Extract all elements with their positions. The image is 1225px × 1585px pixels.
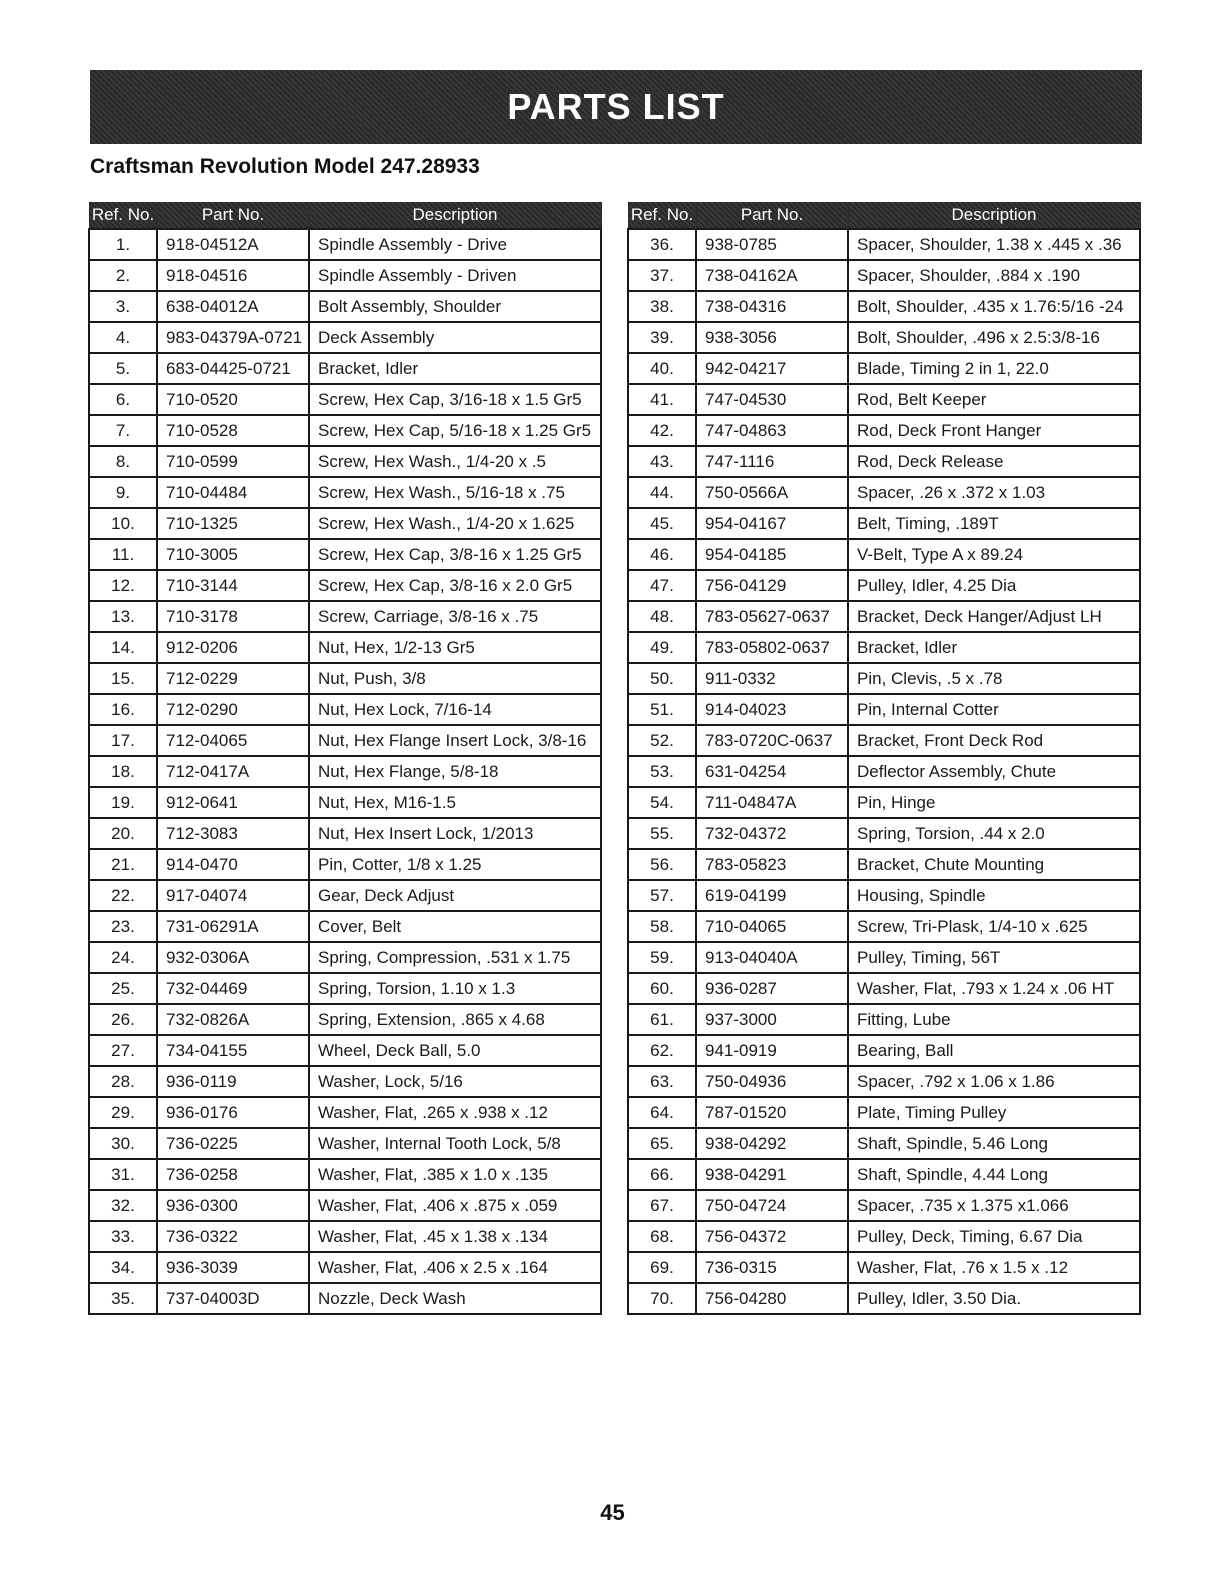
ref-no-cell: 58. xyxy=(628,911,696,942)
table-row xyxy=(628,694,1140,725)
part-no-cell: 783-05627-0637 xyxy=(696,601,848,632)
ref-no-cell: 59. xyxy=(628,942,696,973)
ref-no-cell: 69. xyxy=(628,1252,696,1283)
ref-no-cell: 20. xyxy=(89,818,157,849)
part-no-cell: 941-0919 xyxy=(696,1035,848,1066)
table-row xyxy=(628,1097,1140,1128)
part-no-cell: 712-0417A xyxy=(157,756,309,787)
ref-no-cell: 31. xyxy=(89,1159,157,1190)
part-no-cell: 936-0300 xyxy=(157,1190,309,1221)
page-number: 45 xyxy=(600,1500,625,1525)
ref-no-cell: 43. xyxy=(628,446,696,477)
part-no-cell: 750-04724 xyxy=(696,1190,848,1221)
table-row xyxy=(89,818,601,849)
description-cell: Pulley, Deck, Timing, 6.67 Dia xyxy=(848,1221,1140,1252)
ref-no-cell: 50. xyxy=(628,663,696,694)
part-no-cell: 683-04425-0721 xyxy=(157,353,309,384)
description-cell: Screw, Hex Cap, 3/8-16 x 2.0 Gr5 xyxy=(309,570,601,601)
ref-no-cell: 53. xyxy=(628,756,696,787)
description-cell: Rod, Deck Release xyxy=(848,446,1140,477)
ref-no-cell: 3. xyxy=(89,291,157,322)
ref-no-cell: 49. xyxy=(628,632,696,663)
ref-no-cell: 23. xyxy=(89,911,157,942)
ref-no-cell: 42. xyxy=(628,415,696,446)
part-no-cell: 747-04863 xyxy=(696,415,848,446)
table-row xyxy=(89,942,601,973)
description-cell: Nut, Hex Flange Insert Lock, 3/8-16 xyxy=(309,725,601,756)
table-row xyxy=(89,601,601,632)
description-cell: Rod, Belt Keeper xyxy=(848,384,1140,415)
ref-no-cell: 68. xyxy=(628,1221,696,1252)
table-row xyxy=(628,787,1140,818)
part-no-cell: 913-04040A xyxy=(696,942,848,973)
ref-no-header: Ref. No. xyxy=(89,202,157,229)
ref-no-cell: 70. xyxy=(628,1283,696,1314)
description-cell: Screw, Hex Wash., 1/4-20 x 1.625 xyxy=(309,508,601,539)
part-no-cell: 732-0826A xyxy=(157,1004,309,1035)
table-row xyxy=(628,570,1140,601)
description-cell: Plate, Timing Pulley xyxy=(848,1097,1140,1128)
part-no-cell: 954-04185 xyxy=(696,539,848,570)
description-cell: Washer, Flat, .406 x 2.5 x .164 xyxy=(309,1252,601,1283)
table-header-row xyxy=(89,202,601,229)
part-no-cell: 756-04129 xyxy=(696,570,848,601)
description-cell: Bracket, Front Deck Rod xyxy=(848,725,1140,756)
table-row xyxy=(628,1252,1140,1283)
table-row xyxy=(628,756,1140,787)
description-cell: Nut, Hex, M16-1.5 xyxy=(309,787,601,818)
description-cell: Bolt, Shoulder, .496 x 2.5:3/8-16 xyxy=(848,322,1140,353)
part-no-cell: 710-04484 xyxy=(157,477,309,508)
ref-no-cell: 45. xyxy=(628,508,696,539)
description-cell: Pin, Clevis, .5 x .78 xyxy=(848,663,1140,694)
part-no-cell: 631-04254 xyxy=(696,756,848,787)
part-no-cell: 938-04291 xyxy=(696,1159,848,1190)
description-cell: Spindle Assembly - Drive xyxy=(309,229,601,260)
description-cell: Washer, Flat, .265 x .938 x .12 xyxy=(309,1097,601,1128)
part-no-cell: 911-0332 xyxy=(696,663,848,694)
part-no-cell: 736-0315 xyxy=(696,1252,848,1283)
table-row xyxy=(628,725,1140,756)
part-no-cell: 712-3083 xyxy=(157,818,309,849)
ref-no-cell: 8. xyxy=(89,446,157,477)
description-cell: Gear, Deck Adjust xyxy=(309,880,601,911)
description-cell: Pin, Internal Cotter xyxy=(848,694,1140,725)
table-row xyxy=(89,973,601,1004)
part-no-cell: 738-04162A xyxy=(696,260,848,291)
ref-no-cell: 37. xyxy=(628,260,696,291)
description-cell: V-Belt, Type A x 89.24 xyxy=(848,539,1140,570)
ref-no-cell: 38. xyxy=(628,291,696,322)
table-row xyxy=(89,1004,601,1035)
part-no-cell: 914-0470 xyxy=(157,849,309,880)
table-row xyxy=(89,229,601,260)
table-row xyxy=(628,849,1140,880)
part-no-cell: 936-0119 xyxy=(157,1066,309,1097)
table-row xyxy=(89,1066,601,1097)
ref-no-header: Ref. No. xyxy=(628,202,696,229)
description-cell: Spacer, Shoulder, .884 x .190 xyxy=(848,260,1140,291)
ref-no-cell: 29. xyxy=(89,1097,157,1128)
table-row xyxy=(628,415,1140,446)
ref-no-cell: 9. xyxy=(89,477,157,508)
description-cell: Spring, Extension, .865 x 4.68 xyxy=(309,1004,601,1035)
ref-no-cell: 67. xyxy=(628,1190,696,1221)
description-cell: Nut, Hex Flange, 5/8-18 xyxy=(309,756,601,787)
description-cell: Washer, Internal Tooth Lock, 5/8 xyxy=(309,1128,601,1159)
part-no-cell: 619-04199 xyxy=(696,880,848,911)
table-row xyxy=(89,415,601,446)
description-cell: Washer, Flat, .76 x 1.5 x .12 xyxy=(848,1252,1140,1283)
table-row xyxy=(89,725,601,756)
part-no-cell: 932-0306A xyxy=(157,942,309,973)
part-no-cell: 638-04012A xyxy=(157,291,309,322)
description-cell: Deck Assembly xyxy=(309,322,601,353)
table-row xyxy=(628,1159,1140,1190)
part-no-cell: 710-3178 xyxy=(157,601,309,632)
description-cell: Screw, Hex Cap, 3/8-16 x 1.25 Gr5 xyxy=(309,539,601,570)
table-row xyxy=(628,1035,1140,1066)
table-row xyxy=(628,1190,1140,1221)
ref-no-cell: 28. xyxy=(89,1066,157,1097)
table-row xyxy=(628,322,1140,353)
table-row xyxy=(89,1035,601,1066)
ref-no-cell: 51. xyxy=(628,694,696,725)
ref-no-cell: 32. xyxy=(89,1190,157,1221)
ref-no-cell: 57. xyxy=(628,880,696,911)
part-no-cell: 938-3056 xyxy=(696,322,848,353)
ref-no-cell: 4. xyxy=(89,322,157,353)
table-row xyxy=(89,477,601,508)
description-cell: Spacer, .26 x .372 x 1.03 xyxy=(848,477,1140,508)
description-cell: Washer, Flat, .385 x 1.0 x .135 xyxy=(309,1159,601,1190)
table-row xyxy=(628,663,1140,694)
description-cell: Screw, Hex Cap, 3/16-18 x 1.5 Gr5 xyxy=(309,384,601,415)
part-no-cell: 737-04003D xyxy=(157,1283,309,1314)
table-row xyxy=(628,1221,1140,1252)
ref-no-cell: 39. xyxy=(628,322,696,353)
ref-no-cell: 6. xyxy=(89,384,157,415)
table-row xyxy=(89,446,601,477)
part-no-cell: 732-04469 xyxy=(157,973,309,1004)
part-no-cell: 710-3005 xyxy=(157,539,309,570)
page-title: PARTS LIST xyxy=(507,86,725,127)
description-cell: Pin, Hinge xyxy=(848,787,1140,818)
part-no-cell: 912-0641 xyxy=(157,787,309,818)
table-row xyxy=(89,1128,601,1159)
ref-no-cell: 14. xyxy=(89,632,157,663)
ref-no-cell: 48. xyxy=(628,601,696,632)
table-row xyxy=(628,973,1140,1004)
part-no-cell: 712-0229 xyxy=(157,663,309,694)
description-cell: Bracket, Deck Hanger/Adjust LH xyxy=(848,601,1140,632)
table-row xyxy=(89,756,601,787)
description-cell: Bracket, Chute Mounting xyxy=(848,849,1140,880)
ref-no-cell: 19. xyxy=(89,787,157,818)
description-cell: Pin, Cotter, 1/8 x 1.25 xyxy=(309,849,601,880)
table-row xyxy=(89,508,601,539)
description-cell: Housing, Spindle xyxy=(848,880,1140,911)
description-cell: Spacer, .792 x 1.06 x 1.86 xyxy=(848,1066,1140,1097)
part-no-cell: 731-06291A xyxy=(157,911,309,942)
table-row xyxy=(89,911,601,942)
part-no-cell: 712-04065 xyxy=(157,725,309,756)
ref-no-cell: 36. xyxy=(628,229,696,260)
table-row xyxy=(628,477,1140,508)
description-cell: Pulley, Idler, 4.25 Dia xyxy=(848,570,1140,601)
description-cell: Bearing, Ball xyxy=(848,1035,1140,1066)
table-row xyxy=(89,353,601,384)
part-no-cell: 783-05802-0637 xyxy=(696,632,848,663)
part-no-cell: 747-1116 xyxy=(696,446,848,477)
description-cell: Screw, Hex Wash., 1/4-20 x .5 xyxy=(309,446,601,477)
description-cell: Bolt Assembly, Shoulder xyxy=(309,291,601,322)
table-row xyxy=(628,601,1140,632)
part-no-cell: 912-0206 xyxy=(157,632,309,663)
part-no-cell: 711-04847A xyxy=(696,787,848,818)
part-no-cell: 736-0258 xyxy=(157,1159,309,1190)
part-no-cell: 756-04372 xyxy=(696,1221,848,1252)
table-row xyxy=(628,260,1140,291)
description-cell: Nut, Push, 3/8 xyxy=(309,663,601,694)
part-no-cell: 787-01520 xyxy=(696,1097,848,1128)
table-row xyxy=(628,911,1140,942)
part-no-cell: 710-1325 xyxy=(157,508,309,539)
ref-no-cell: 2. xyxy=(89,260,157,291)
description-cell: Spring, Torsion, .44 x 2.0 xyxy=(848,818,1140,849)
table-row xyxy=(89,849,601,880)
part-no-cell: 756-04280 xyxy=(696,1283,848,1314)
ref-no-cell: 10. xyxy=(89,508,157,539)
description-cell: Shaft, Spindle, 4.44 Long xyxy=(848,1159,1140,1190)
model-subtitle: Craftsman Revolution Model 247.28933 xyxy=(90,155,480,178)
ref-no-cell: 5. xyxy=(89,353,157,384)
ref-no-cell: 22. xyxy=(89,880,157,911)
table-row xyxy=(628,353,1140,384)
ref-no-cell: 33. xyxy=(89,1221,157,1252)
part-no-cell: 736-0225 xyxy=(157,1128,309,1159)
table-row xyxy=(89,291,601,322)
table-row xyxy=(628,508,1140,539)
table-row xyxy=(628,1283,1140,1314)
part-no-cell: 750-0566A xyxy=(696,477,848,508)
table-row xyxy=(89,1221,601,1252)
description-cell: Pulley, Idler, 3.50 Dia. xyxy=(848,1283,1140,1314)
part-no-cell: 738-04316 xyxy=(696,291,848,322)
table-row xyxy=(628,384,1140,415)
ref-no-cell: 15. xyxy=(89,663,157,694)
table-row xyxy=(89,1159,601,1190)
ref-no-cell: 24. xyxy=(89,942,157,973)
part-no-cell: 937-3000 xyxy=(696,1004,848,1035)
description-cell: Deflector Assembly, Chute xyxy=(848,756,1140,787)
description-cell: Fitting, Lube xyxy=(848,1004,1140,1035)
description-cell: Screw, Carriage, 3/8-16 x .75 xyxy=(309,601,601,632)
description-cell: Cover, Belt xyxy=(309,911,601,942)
part-no-cell: 936-3039 xyxy=(157,1252,309,1283)
table-row xyxy=(628,1004,1140,1035)
part-no-cell: 747-04530 xyxy=(696,384,848,415)
ref-no-cell: 11. xyxy=(89,539,157,570)
ref-no-cell: 46. xyxy=(628,539,696,570)
description-cell: Bracket, Idler xyxy=(848,632,1140,663)
ref-no-cell: 63. xyxy=(628,1066,696,1097)
table-row xyxy=(89,384,601,415)
parts-table-body xyxy=(89,229,601,1314)
description-cell: Shaft, Spindle, 5.46 Long xyxy=(848,1128,1140,1159)
table-header-row xyxy=(628,202,1140,229)
part-no-cell: 918-04516 xyxy=(157,260,309,291)
table-row xyxy=(628,942,1140,973)
ref-no-cell: 64. xyxy=(628,1097,696,1128)
table-row xyxy=(628,1066,1140,1097)
table-row xyxy=(628,818,1140,849)
ref-no-cell: 13. xyxy=(89,601,157,632)
ref-no-cell: 26. xyxy=(89,1004,157,1035)
ref-no-cell: 55. xyxy=(628,818,696,849)
ref-no-cell: 30. xyxy=(89,1128,157,1159)
part-no-cell: 750-04936 xyxy=(696,1066,848,1097)
description-cell: Screw, Hex Cap, 5/16-18 x 1.25 Gr5 xyxy=(309,415,601,446)
table-row xyxy=(89,260,601,291)
part-no-cell: 783-0720C-0637 xyxy=(696,725,848,756)
description-cell: Washer, Flat, .793 x 1.24 x .06 HT xyxy=(848,973,1140,1004)
description-cell: Spacer, Shoulder, 1.38 x .445 x .36 xyxy=(848,229,1140,260)
table-row xyxy=(628,880,1140,911)
ref-no-cell: 40. xyxy=(628,353,696,384)
ref-no-cell: 18. xyxy=(89,756,157,787)
description-cell: Spindle Assembly - Driven xyxy=(309,260,601,291)
description-cell: Screw, Tri-Plask, 1/4-10 x .625 xyxy=(848,911,1140,942)
part-no-cell: 783-05823 xyxy=(696,849,848,880)
part-no-cell: 942-04217 xyxy=(696,353,848,384)
ref-no-cell: 56. xyxy=(628,849,696,880)
ref-no-cell: 34. xyxy=(89,1252,157,1283)
table-row xyxy=(89,663,601,694)
part-no-cell: 710-04065 xyxy=(696,911,848,942)
part-no-cell: 734-04155 xyxy=(157,1035,309,1066)
description-cell: Blade, Timing 2 in 1, 22.0 xyxy=(848,353,1140,384)
parts-table-right xyxy=(627,202,1141,1315)
description-cell: Spring, Torsion, 1.10 x 1.3 xyxy=(309,973,601,1004)
ref-no-cell: 60. xyxy=(628,973,696,1004)
description-cell: Nut, Hex Insert Lock, 1/2013 xyxy=(309,818,601,849)
description-cell: Wheel, Deck Ball, 5.0 xyxy=(309,1035,601,1066)
description-cell: Bolt, Shoulder, .435 x 1.76:5/16 -24 xyxy=(848,291,1140,322)
table-row xyxy=(89,322,601,353)
description-cell: Screw, Hex Wash., 5/16-18 x .75 xyxy=(309,477,601,508)
part-no-cell: 917-04074 xyxy=(157,880,309,911)
table-row xyxy=(89,694,601,725)
table-row xyxy=(89,1097,601,1128)
parts-table-left xyxy=(88,202,602,1315)
ref-no-cell: 17. xyxy=(89,725,157,756)
part-no-cell: 732-04372 xyxy=(696,818,848,849)
table-row xyxy=(628,446,1140,477)
part-no-cell: 712-0290 xyxy=(157,694,309,725)
table-row xyxy=(628,539,1140,570)
table-row xyxy=(89,1252,601,1283)
ref-no-cell: 54. xyxy=(628,787,696,818)
ref-no-cell: 65. xyxy=(628,1128,696,1159)
table-row xyxy=(89,880,601,911)
ref-no-cell: 27. xyxy=(89,1035,157,1066)
description-cell: Belt, Timing, .189T xyxy=(848,508,1140,539)
part-no-cell: 983-04379A-0721 xyxy=(157,322,309,353)
table-row xyxy=(628,1128,1140,1159)
ref-no-cell: 44. xyxy=(628,477,696,508)
ref-no-cell: 7. xyxy=(89,415,157,446)
ref-no-cell: 1. xyxy=(89,229,157,260)
part-no-cell: 710-3144 xyxy=(157,570,309,601)
ref-no-cell: 16. xyxy=(89,694,157,725)
table-row xyxy=(89,787,601,818)
ref-no-cell: 66. xyxy=(628,1159,696,1190)
ref-no-cell: 61. xyxy=(628,1004,696,1035)
description-cell: Washer, Flat, .45 x 1.38 x .134 xyxy=(309,1221,601,1252)
part-no-cell: 918-04512A xyxy=(157,229,309,260)
part-no-cell: 938-0785 xyxy=(696,229,848,260)
description-cell: Pulley, Timing, 56T xyxy=(848,942,1140,973)
table-row xyxy=(89,1283,601,1314)
description-cell: Rod, Deck Front Hanger xyxy=(848,415,1140,446)
table-row xyxy=(89,632,601,663)
description-cell: Nut, Hex, 1/2-13 Gr5 xyxy=(309,632,601,663)
part-no-cell: 736-0322 xyxy=(157,1221,309,1252)
part-no-cell: 936-0287 xyxy=(696,973,848,1004)
part-no-cell: 710-0520 xyxy=(157,384,309,415)
part-no-cell: 936-0176 xyxy=(157,1097,309,1128)
part-no-cell: 954-04167 xyxy=(696,508,848,539)
ref-no-cell: 21. xyxy=(89,849,157,880)
part-no-header: Part No. xyxy=(696,202,848,229)
ref-no-cell: 12. xyxy=(89,570,157,601)
description-cell: Washer, Flat, .406 x .875 x .059 xyxy=(309,1190,601,1221)
ref-no-cell: 41. xyxy=(628,384,696,415)
table-row xyxy=(628,291,1140,322)
ref-no-cell: 35. xyxy=(89,1283,157,1314)
part-no-cell: 710-0528 xyxy=(157,415,309,446)
parts-list-banner xyxy=(90,70,1142,144)
parts-table-body xyxy=(628,229,1140,1314)
ref-no-cell: 52. xyxy=(628,725,696,756)
description-cell: Spacer, .735 x 1.375 x1.066 xyxy=(848,1190,1140,1221)
table-row xyxy=(628,229,1140,260)
part-no-cell: 938-04292 xyxy=(696,1128,848,1159)
description-cell: Nut, Hex Lock, 7/16-14 xyxy=(309,694,601,725)
ref-no-cell: 47. xyxy=(628,570,696,601)
table-row xyxy=(89,570,601,601)
part-no-cell: 710-0599 xyxy=(157,446,309,477)
table-row xyxy=(89,1190,601,1221)
table-row xyxy=(628,632,1140,663)
description-cell: Nozzle, Deck Wash xyxy=(309,1283,601,1314)
description-cell: Bracket, Idler xyxy=(309,353,601,384)
part-no-cell: 914-04023 xyxy=(696,694,848,725)
description-header: Description xyxy=(848,202,1140,229)
description-header: Description xyxy=(309,202,601,229)
ref-no-cell: 62. xyxy=(628,1035,696,1066)
ref-no-cell: 25. xyxy=(89,973,157,1004)
description-cell: Washer, Lock, 5/16 xyxy=(309,1066,601,1097)
description-cell: Spring, Compression, .531 x 1.75 xyxy=(309,942,601,973)
table-row xyxy=(89,539,601,570)
part-no-header: Part No. xyxy=(157,202,309,229)
